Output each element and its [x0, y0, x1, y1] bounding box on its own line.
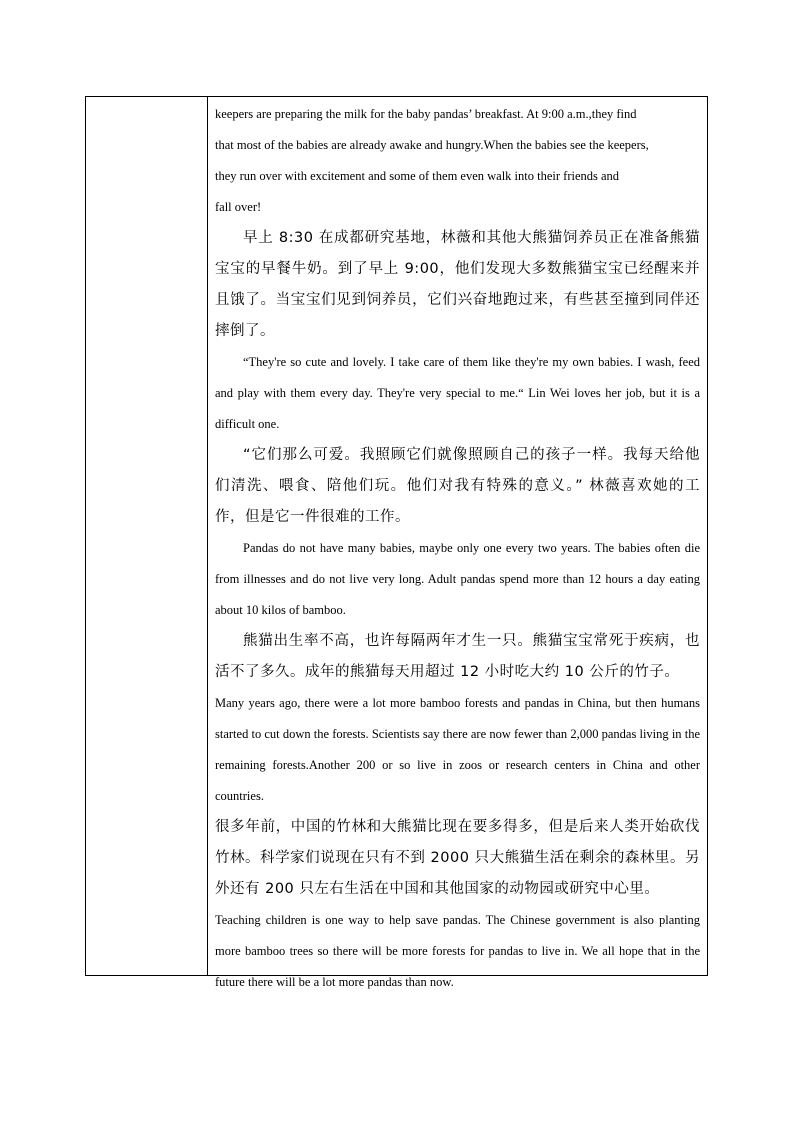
paragraph-p7: Many years ago, there were a lot more bamboo forests and pandas in China, but then humans started to cut down the forests. Scientists say there are now fewer than 2,000 pandas living in the remaining forests.Another 200 or so live in zoos or research centers in China and other countries. [215, 696, 700, 803]
paragraph-p9: Teaching children is one way to help save pandas. The Chinese government is also planting more bamboo trees so there will be more forests for pandas to live in. We all hope that in the future there will be a lot more pandas than now. [215, 913, 700, 989]
paragraph-p4: “它们那么可爱。我照顾它们就像照顾自己的孩子一样。我每天给他们清洗、喂食、陪他们玩。他们对我有特殊的意义。” 林薇喜欢她的工作，但是它一件很难的工作。 [215, 447, 700, 525]
paragraph-p5: Pandas do not have many babies, maybe only one every two years. The babies often die from illnesses and do not live very long. Adult pandas spend more than 12 hours a day eating about 10 kilos of bamboo. [215, 541, 700, 617]
paragraph-p1 [215, 99, 700, 223]
paragraph-p2: 早上 8:30 在成都研究基地，林薇和其他大熊猫饲养员正在准备熊猫宝宝的早餐牛奶。到了早上 9:00，他们发现大多数熊猫宝宝已经醒来并且饿了。当宝宝们见到饲养员，它们兴奋地跑过来，有些甚至撞到同伴还摔倒了。 [215, 230, 700, 339]
paragraph-p6: 熊猫出生率不高，也许每隔两年才生一只。熊猫宝宝常死于疾病，也活不了多久。成年的熊猫每天用超过 12 小时吃大约 10 公斤的竹子。 [215, 633, 700, 680]
document-table [85, 96, 708, 989]
paragraph-p8: 很多年前，中国的竹林和大熊猫比现在要多得多，但是后来人类开始砍伐竹林。科学家们说现在只有不到 2000 只大熊猫生活在剩余的森林里。另外还有 200 只左右生活在中国和其他国家的动物园或研究中心里。 [215, 819, 700, 897]
left-empty-cell [86, 97, 208, 975]
paragraph-line: keepers are preparing the milk for the baby pandas’ breakfast. At 9:00 a.m.,they find [215, 107, 637, 121]
paragraph-line: they run over with excitement and some of them even walk into their friends and [215, 169, 620, 183]
paragraph-line: that most of the babies are already awake and hungry.When the babies see the keepers, [215, 138, 649, 152]
content-cell [208, 97, 707, 989]
paragraph-p3: “They're so cute and lovely. I take care of them like they're my own babies. I wash, feed and play with them every day. They're very special to me.“ Lin Wei loves her job, but it is a difficult one. [215, 355, 700, 431]
paragraph-line: fall over! [215, 200, 262, 214]
